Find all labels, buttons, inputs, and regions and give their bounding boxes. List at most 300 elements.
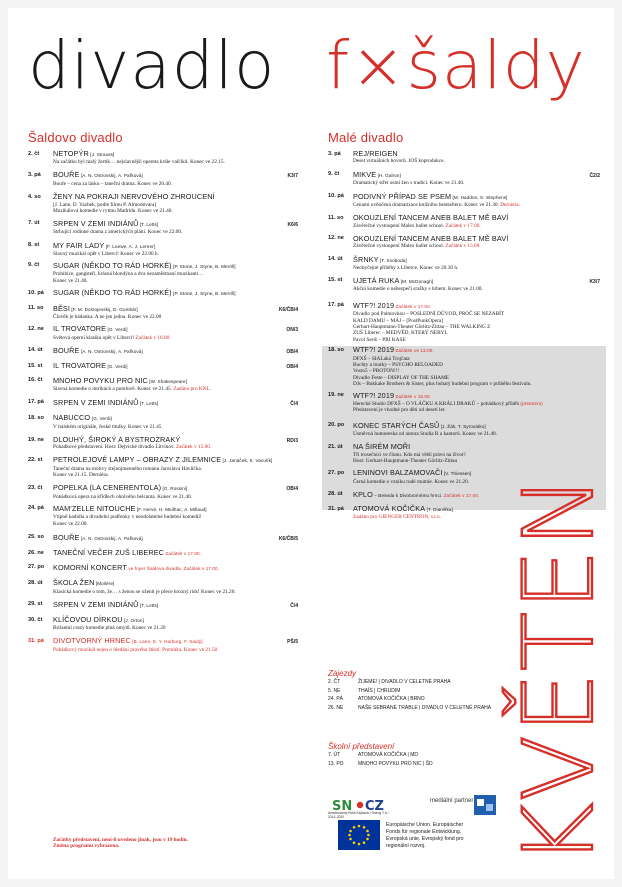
program-title xyxy=(53,347,298,356)
program-author: [T. Dianiška] xyxy=(425,507,453,513)
school-title: MNOHO POVYKU PRO NIC | ŠD xyxy=(358,760,433,767)
program-row xyxy=(28,436,298,451)
program-description: Úsměvná humoreska od autora Studia R a kantorů. Konec ve 21.40. xyxy=(353,431,498,438)
program-title-text: PODIVNÝ PŘÍPAD SE PSEM xyxy=(353,191,452,201)
program-body xyxy=(53,150,298,166)
program-description: DJs – Bukkake Brothers & Sister, plus bohatý hudební program v průběhu festivalu. xyxy=(353,381,532,388)
program-description: V italském originále, české titulky. Konec ve 21.45 xyxy=(53,423,162,430)
program-row xyxy=(28,377,298,393)
program-title xyxy=(53,171,298,180)
program-title-text: KONEC STARÝCH ČASŮ xyxy=(353,420,440,430)
program-author: [F. Hervé, H. Meilhac, A. Millaud] xyxy=(135,506,207,512)
program-title-text: SRPEN V ZEMI INDIÁNŮ xyxy=(53,397,139,407)
program-description: Prohibice, gangsteři, krásná blondýna a dva nezaměstnaní muzikanti… xyxy=(53,271,204,278)
program-body xyxy=(53,305,298,321)
program-date: 10. pá xyxy=(328,193,344,200)
program-row xyxy=(328,171,600,187)
program-description: Pohádková opera na křídlech ohnivého belcanta. Konec ve 21.40. xyxy=(53,493,192,500)
tour-title: ŽIJEME! | DIVADLO V CELETNÉ PRAHA xyxy=(358,679,451,685)
program-row xyxy=(328,235,600,250)
program-date: 26. ne xyxy=(28,549,44,556)
program-date: 25. so xyxy=(28,534,44,541)
program-body xyxy=(53,601,298,610)
program-title-text: ŠRNKY xyxy=(353,254,379,264)
program-date: 17. pá xyxy=(328,302,344,309)
program-body xyxy=(53,399,298,408)
program-description: Taneční drama na motivy stejnojmenného románu Jaroslava Havlíčka. xyxy=(53,465,203,472)
poster xyxy=(8,8,614,879)
program-date: 11. so xyxy=(28,305,44,312)
program-row xyxy=(328,346,600,387)
program-title xyxy=(353,302,600,311)
program-date: 15. st xyxy=(328,277,343,284)
tour-date: 24. PÁ xyxy=(328,696,344,702)
program-description: DFXŠ – SIALaká Trojčata xyxy=(353,355,410,362)
program-body xyxy=(53,377,298,393)
program-title-text: KPLO xyxy=(353,489,373,499)
program-title-text: OKOUZLENÍ TANCEM ANEB BALET MĚ BAVÍ xyxy=(353,233,509,243)
program-title xyxy=(53,414,298,423)
program-author: [G. Rossini] xyxy=(161,486,188,492)
program-body xyxy=(53,289,298,298)
program-author: [J. Orton] xyxy=(122,618,144,624)
program-description: KALD DAMU – MÁJ – [PostPunkOpera] xyxy=(353,317,443,324)
eu-line: Europäische Union. Europäischer xyxy=(386,822,464,828)
program-date: 15. st xyxy=(28,362,43,369)
program-row xyxy=(328,392,600,414)
program-author: [W. Shakespeare] xyxy=(147,378,188,384)
eu-line: Evropská unie. Evropský fond pro xyxy=(386,836,464,842)
left-column-title: Šaldovo divadlo xyxy=(28,130,123,145)
month-name xyxy=(503,448,615,868)
program-title xyxy=(353,193,600,202)
program-date: 14. út xyxy=(28,347,43,354)
program-author: [G. Verdi] xyxy=(106,364,128,370)
program-row xyxy=(328,150,600,165)
program-description xyxy=(353,243,600,249)
program-body xyxy=(353,302,600,343)
program-description: Bouře – cena za lásku – taneční drama. Konec ve 20.40. xyxy=(53,180,172,187)
program-body xyxy=(353,392,600,414)
program-date: 12. ne xyxy=(328,235,344,242)
program-date: 22. st xyxy=(28,456,43,463)
program-row xyxy=(28,534,298,543)
program-title xyxy=(53,305,298,314)
program-row xyxy=(328,214,600,229)
program-body xyxy=(353,422,600,438)
school-date: 13. PO xyxy=(328,760,344,767)
program-title-text: ATOMOVÁ KOČIČKA xyxy=(353,504,426,514)
program-author: [T. Svoboda] xyxy=(378,257,407,263)
program-title xyxy=(353,214,600,222)
program-description: Neobyčejné příběhy z Liberce. Konec ve 20.30 h. xyxy=(353,264,459,271)
program-row xyxy=(328,256,600,272)
eu-line: Fonds für regionale Entwicklung. xyxy=(386,829,462,835)
program-date: 21. út xyxy=(328,443,343,450)
program-date: 16. čt xyxy=(28,377,43,384)
program-row xyxy=(28,564,298,573)
program-date: 7. út xyxy=(28,220,40,227)
program-highlight: Začátek v 17.00. xyxy=(445,222,481,229)
program-date: 27. po xyxy=(328,469,345,476)
program-description-text: Herecké Studio DFXŠ – O VLÁČKU A KRÁLI DRAKŮ – pohádkový příběh xyxy=(353,400,521,407)
program-description: Zadáno pro GIENGER CENTRON, s.r.o. xyxy=(353,514,441,521)
program-subscription-tag: Č2/2 xyxy=(589,172,600,179)
snaz-left-text: SN xyxy=(332,799,353,814)
program-subscription-tag: PŠ/5 xyxy=(287,639,298,646)
program-author: [G. Verdi] xyxy=(106,327,128,333)
program-date: 14. út xyxy=(328,256,343,263)
program-description-text: Cenami ověnčená dramatizace knižního bestselleru. Konec ve 21.30. xyxy=(353,202,501,209)
program-title xyxy=(53,505,298,514)
program-title xyxy=(53,456,298,465)
program-row xyxy=(28,305,298,321)
program-description: Představení je vhodné pro děti od deseti let. xyxy=(353,407,446,414)
school-date: 7. ÚT xyxy=(328,752,341,758)
program-title-text: POPELKA (LA CENERENTOLA) xyxy=(53,483,162,493)
program-title xyxy=(53,549,298,558)
program-date: 11. so xyxy=(328,214,344,221)
program-title-text: BĚSI xyxy=(53,303,71,313)
program-date: 20. po xyxy=(328,422,345,429)
program-author: [T. Letts] xyxy=(138,221,159,227)
program-row xyxy=(28,505,298,527)
program-description-text: Slavná komedie o intrikách a pomluvě. Konec ve 21.45. xyxy=(53,385,174,392)
program-body xyxy=(353,346,600,387)
program-date: 19. ne xyxy=(328,392,344,399)
program-row xyxy=(28,579,298,595)
snaz-dot-icon xyxy=(357,802,363,808)
program-description: Konec ve 22.00. xyxy=(53,520,88,527)
program-title-text: IL TROVATORE xyxy=(53,324,107,334)
program-description-text: Závěrečné vystoupení Malex ballet school. xyxy=(353,222,446,229)
program-title-text: BOUŘE xyxy=(53,345,80,355)
tour-title: ATOMOVÁ KOČIČKA | BRNO xyxy=(358,696,425,702)
program-row xyxy=(28,242,298,258)
program-title xyxy=(53,399,298,408)
eu-flag-icon xyxy=(338,820,380,850)
program-highlight: Začátek v 15.00. xyxy=(175,444,212,451)
program-highlight: Zadáno pro KNL. xyxy=(173,385,212,392)
program-body xyxy=(53,436,298,451)
program-title-text: SRPEN V ZEMI INDIÁNŮ xyxy=(53,218,139,228)
program-date: 9. čt xyxy=(328,171,340,178)
program-author: ve foyer Šaldova divadla. Začátek v 17.00. xyxy=(126,565,220,571)
program-title xyxy=(53,325,298,334)
program-title-text: DLOUHÝ, ŠIROKÝ A BYSTROZRAKÝ xyxy=(53,435,181,445)
program-title-text: KLÍČOVOU DÍRKOU xyxy=(53,615,123,625)
program-highlight: Derniéra. xyxy=(500,202,521,209)
program-title xyxy=(53,534,298,543)
program-row xyxy=(328,277,600,293)
program-description-text: Závěrečné vystoupení Malex ballet school. xyxy=(353,243,446,250)
program-title-text: REJ/REIGEN xyxy=(353,149,398,158)
program-body xyxy=(353,150,600,165)
program-body xyxy=(53,534,298,543)
program-body xyxy=(53,242,298,258)
tour-title: THAÏS | CHRUDIM xyxy=(358,687,401,694)
snaz-right-text: CZ xyxy=(365,799,384,814)
program-title-text: SUGAR (NĚKDO TO RÁD HORKÉ) xyxy=(53,260,172,270)
program-title-text: MAM'ZELLE NITOUCHE xyxy=(53,503,136,513)
month-text: KVĚTEN xyxy=(503,473,615,866)
program-title-text: KOMORNÍ KONCERT xyxy=(53,562,127,572)
program-date: 23. čt xyxy=(28,484,43,491)
program-highlight: (premiéra) xyxy=(520,400,543,407)
eu-line: regionální rozvoj. xyxy=(386,843,426,849)
program-body xyxy=(53,637,298,653)
program-description xyxy=(53,386,298,392)
program-description: Vosto5 – PROTON!!! xyxy=(353,368,400,375)
program-title-text: MY FAIR LADY xyxy=(53,240,105,250)
program-author: [A. N. Ostrovskij, A. Pařková] xyxy=(79,535,143,541)
media-partner-label: mediální partner xyxy=(430,798,474,804)
program-subscription-tag: RD/3 xyxy=(286,438,298,445)
program-title-text: TANEČNÍ VEČER ZUŠ LIBEREC xyxy=(53,548,165,558)
program-date: 2. čt xyxy=(28,150,40,157)
program-row xyxy=(28,325,298,341)
program-row xyxy=(328,193,600,209)
program-body xyxy=(353,171,600,187)
tour-date: 26. NE xyxy=(328,704,344,711)
eu-fund-text xyxy=(386,822,464,850)
program-date: 27. po xyxy=(28,564,45,571)
program-date: 12. ne xyxy=(28,325,44,332)
program-description: Na začátku byl malý žertík… nejslavnější opereta krále valčíků. Konec ve 22.15. xyxy=(53,159,225,166)
program-author: [F. Loewe, A. J. Lerner] xyxy=(104,243,156,249)
program-body xyxy=(353,256,600,272)
program-date: 8. st xyxy=(28,242,40,249)
program-row xyxy=(328,422,600,438)
program-body xyxy=(353,235,600,250)
program-author: Začátek ve 13.00. xyxy=(394,348,434,354)
school-title: ATOMOVÁ KOČIČKA | MD xyxy=(358,752,419,758)
program-title-text: MNOHO POVYKU PRO NIC xyxy=(53,375,148,385)
program-body xyxy=(53,505,298,527)
logo-left-text: divadlo xyxy=(28,27,276,104)
program-title-text: LENINOVI BALZAMOVAČI xyxy=(353,468,443,478)
program-title xyxy=(53,436,298,444)
program-title-text: WTF?! 2019 xyxy=(353,300,395,310)
program-body xyxy=(353,277,600,293)
program-description-text: Pohádkové představení. Host: Dejvické divadlo Litvínov. xyxy=(53,444,176,451)
program-highlight: Začátek v 16.00. xyxy=(135,334,171,341)
program-description: Strhující rodinné drama z amerických plání. Konec ve 22.00. xyxy=(53,229,183,236)
program-title-text: NA ŠIRÉM MOŘI xyxy=(353,442,411,452)
program-author: [V. Thiessen] xyxy=(442,471,472,477)
program-description: Vtipně kadidla a divadelní pudřenky v neodolatelné hudební komedii! xyxy=(53,514,202,521)
program-author: [B. Lane, E. Y. Harburg, F. Saidy] xyxy=(130,639,203,645)
program-title xyxy=(353,346,600,355)
program-description: Buchty a loutky – PSYCHO RELOADED xyxy=(353,361,443,368)
program-description xyxy=(53,444,298,450)
program-row xyxy=(28,150,298,166)
program-subscription-tag: OB/4 xyxy=(286,364,298,371)
program-author: [F. M. Dostojevskij, D. Gombár] xyxy=(70,306,138,312)
tour-date: 2. ČT xyxy=(328,679,341,685)
program-date: 31. pá xyxy=(328,505,344,512)
program-description xyxy=(53,335,298,341)
program-author: [P. Stone, J. Styne, B. Merrill] xyxy=(171,291,236,297)
program-author: [Molière] xyxy=(94,581,115,587)
program-subscription-tag: OB/4 xyxy=(286,486,298,493)
program-description: Klasická komedie o tom, že… s ženou se oženit je přece hrozný risk! Konec ve 21.20. xyxy=(53,588,236,595)
program-title xyxy=(53,150,298,159)
program-title xyxy=(353,422,600,431)
program-body xyxy=(353,193,600,209)
program-row xyxy=(28,220,298,236)
program-title-text: WTF?! 2019 xyxy=(353,345,395,355)
program-row xyxy=(28,362,298,371)
program-body xyxy=(53,616,298,632)
program-subscription-tag: Č/4 xyxy=(290,400,298,407)
program-note-line: Začátky představení, není-li uvedeno jinak, jsou v 19 hodin. xyxy=(53,837,188,843)
program-note-line: Změna programu vyhrazena. xyxy=(53,843,120,850)
program-subscription-tag: OB/4 xyxy=(286,348,298,355)
program-title xyxy=(53,242,298,251)
program-title-text: SRPEN V ZEMI INDIÁNŮ xyxy=(53,599,139,609)
program-description: Černá komedie o vzniku rudé mumie. Konec ve 21.20. xyxy=(353,478,470,485)
program-date: 24. pá xyxy=(28,505,44,512)
program-row xyxy=(28,456,298,478)
program-description: Divadlo Feste – DISPLAY OF THE SHAME xyxy=(353,374,450,381)
program-title xyxy=(353,235,600,243)
program-title-text: NETOPÝR xyxy=(53,149,89,158)
program-note xyxy=(53,837,293,850)
program-body xyxy=(53,193,298,214)
program-subscription-tag: K3/7 xyxy=(589,278,600,285)
program-date: 18. so xyxy=(328,346,344,353)
program-date: 3. pá xyxy=(328,150,341,157)
program-row xyxy=(28,484,298,500)
tour-title: NAŠE SEBRANÉ TRABLE | DIVADLO V CELETNÉ PRAHA xyxy=(358,704,492,711)
program-description: Slavný muzikál opět v Liberci! Konec ve 22.00 h. xyxy=(53,251,159,258)
program-title-text: IL TROVATORE xyxy=(53,361,107,371)
program-author: [T. Letts] xyxy=(138,400,159,406)
program-date: 10. pá xyxy=(28,289,44,296)
program-date: 28. út xyxy=(328,491,343,498)
media-partner-logo-icon xyxy=(474,795,496,815)
program-row xyxy=(28,347,298,356)
program-title xyxy=(53,637,298,646)
program-date: 31. pá xyxy=(28,637,44,644)
program-description: Akční komedie o nebezpečí sražky s hrbem. Konec ve 21.00. xyxy=(353,286,483,293)
tours-title: Zájezdy xyxy=(328,669,357,678)
program-title xyxy=(53,484,298,493)
program-row xyxy=(28,601,298,610)
program-date: 4. so xyxy=(28,193,41,200)
program-row xyxy=(328,302,600,343)
program-author: [J. Strauss] xyxy=(88,152,115,157)
program-description xyxy=(353,202,600,208)
program-title-text: UJETÁ RUKA xyxy=(353,275,400,285)
program-subscription-tag: K6/ČB/4 xyxy=(278,306,298,313)
program-description: Člověk je hádanka. A ne jen jedna. Konec ve 22.00 xyxy=(53,314,162,320)
program-description-text: Světová operní klasika opět v Liberci! xyxy=(53,334,136,341)
program-description: Divadlo pod Palmovkou – POSLEDNÍ DŮVOD, PROČ SE NEZABÍT xyxy=(353,311,505,318)
program-description: Deset virtuálních hovorů. JOŠ koprodukce. xyxy=(353,158,445,165)
program-title xyxy=(353,171,600,180)
program-highlight: Začátek v 15.00. xyxy=(445,243,481,250)
program-author: (G. Verdi) xyxy=(90,416,113,422)
program-row xyxy=(28,549,298,558)
program-author: [H. Galron] xyxy=(376,172,401,178)
program-date: 9. čt xyxy=(28,262,40,269)
program-body xyxy=(53,362,298,371)
program-description: ZUŠ Liberec – MEDVĚD, KTERÝ NEBYL xyxy=(353,330,448,337)
program-description: [J. Lane, D. Yazbek, podle filmu P. Almodóvara] xyxy=(53,201,157,208)
program-date: 17. pá xyxy=(28,399,44,406)
program-author: [J. Janáček, K. Vaculík] xyxy=(221,458,273,464)
program-subscription-tag: ON/3 xyxy=(286,327,298,334)
program-body xyxy=(53,262,298,284)
program-body xyxy=(353,214,600,229)
program-description: Pavol Seriš – PRI KASE xyxy=(353,336,406,343)
program-body xyxy=(53,414,298,430)
program-title-text: BOUŘE xyxy=(53,532,80,542)
program-description: Host: Gerhart-Hauptmann-Theater Görlitz-Zittau xyxy=(353,457,458,464)
program-title xyxy=(53,193,298,201)
program-title xyxy=(53,564,298,573)
program-date: 28. út xyxy=(28,579,43,586)
program-row xyxy=(28,616,298,632)
program-author: [T. Letts] xyxy=(138,602,159,608)
tour-date: 5. NE xyxy=(328,687,341,694)
program-body xyxy=(53,456,298,478)
program-description: Brilantní crazy komedie plná omylů. Konec ve 21.20 xyxy=(53,625,166,632)
program-title xyxy=(53,362,298,371)
program-title-text: BOUŘE xyxy=(53,170,80,180)
program-row xyxy=(28,637,298,653)
program-author: – Beseda k Divotvornému hrnci. xyxy=(372,492,444,498)
program-date: 3. pá xyxy=(28,171,41,178)
program-body xyxy=(53,325,298,341)
program-title xyxy=(353,277,600,286)
theatre-logo xyxy=(28,27,588,110)
program-author: [M. Haddon, S. Stephens] xyxy=(451,194,508,200)
program-title xyxy=(53,579,298,588)
program-title-text: PETROLEJOVÉ LAMPY – OBRAZY Z JILEMNICE xyxy=(53,455,222,465)
program-body xyxy=(53,484,298,500)
program-description: Pohádkový muzikál nejen o hledání pravého štěstí. Premiéra. Konec ve 21.50 xyxy=(53,646,218,653)
program-title xyxy=(53,220,298,229)
program-subscription-tag: K3/7 xyxy=(287,173,298,180)
program-description: Konec ve 21.15. Derniéra. xyxy=(53,472,109,479)
program-row xyxy=(28,171,298,187)
program-row xyxy=(28,262,298,284)
program-description xyxy=(353,223,600,229)
program-subscription-tag: Č/4 xyxy=(290,602,298,609)
program-title xyxy=(53,601,298,610)
program-title xyxy=(53,289,298,298)
program-body xyxy=(53,564,298,573)
program-description: Konec ve 21.40. xyxy=(53,277,88,284)
program-author: Začátek v 17.00. xyxy=(394,303,432,309)
program-date: 30. čt xyxy=(28,616,43,623)
program-body xyxy=(53,347,298,356)
program-row xyxy=(28,414,298,430)
program-description: Dramatický střet osmi žen s tradicí. Konec ve 21.40. xyxy=(353,180,465,187)
program-body xyxy=(53,220,298,236)
program-title xyxy=(53,262,298,271)
program-title-text: MIKVE xyxy=(353,169,377,179)
program-body xyxy=(53,579,298,595)
program-row xyxy=(28,399,298,408)
program-author: Začátek v 17.00. xyxy=(164,551,201,557)
right-column-title: Malé divadlo xyxy=(328,130,404,145)
program-start-time: Začátek v 17.00. xyxy=(443,492,480,498)
program-date: 29. st xyxy=(28,601,43,608)
